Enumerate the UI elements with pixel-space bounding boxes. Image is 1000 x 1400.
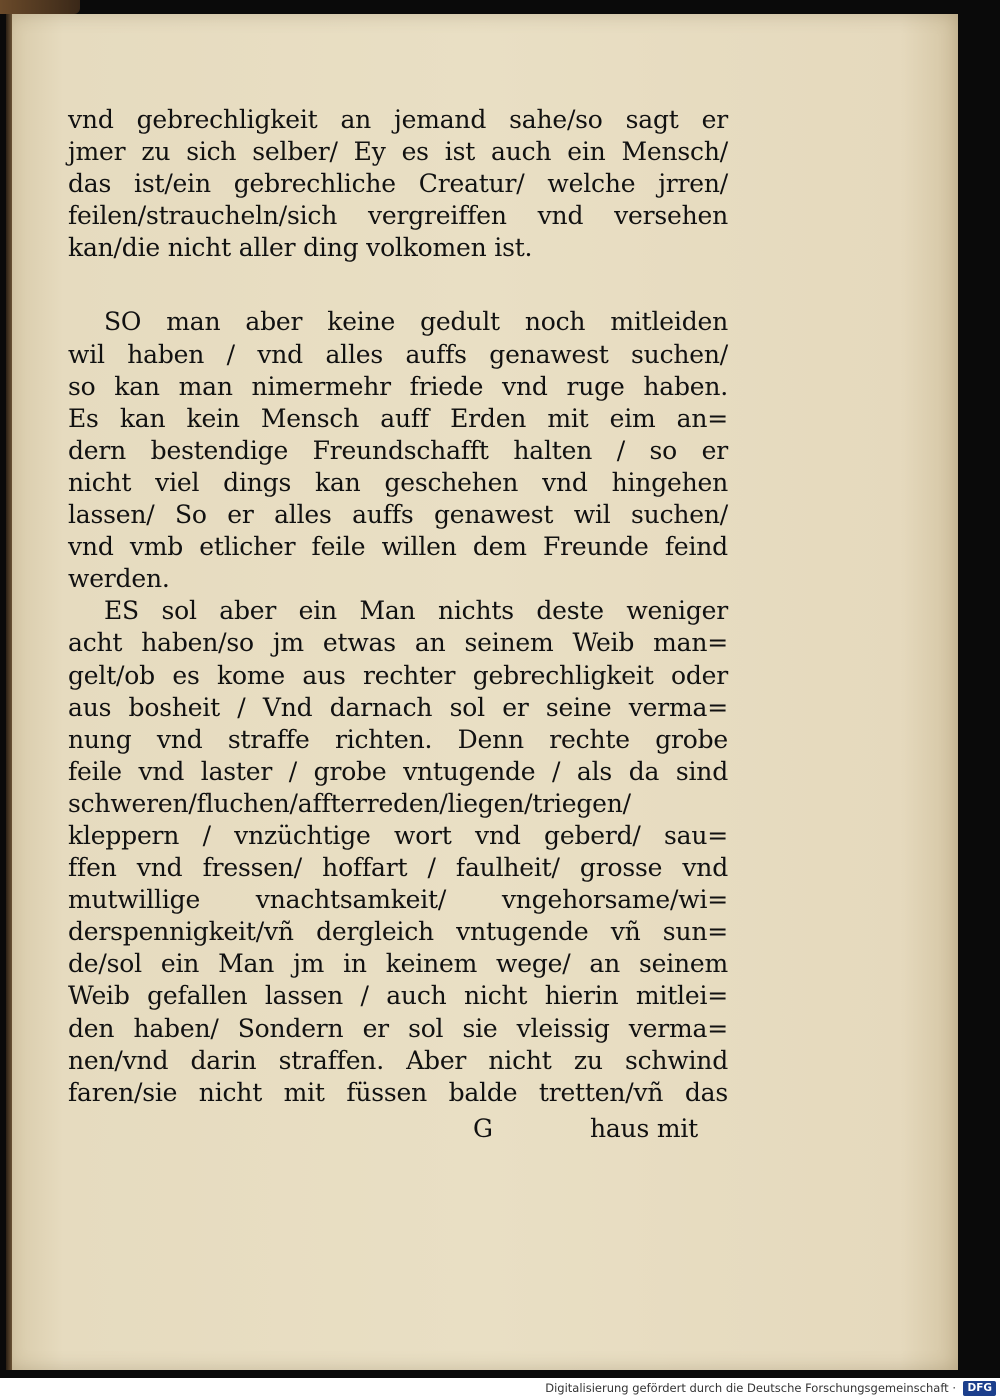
page-text <box>68 104 728 1149</box>
paragraph-gap <box>68 264 728 306</box>
book-page <box>6 14 958 1370</box>
text-line: mutwillige vnachtsamkeit/ vngehorsame/wi= <box>68 885 728 915</box>
text-line: kan/die nicht aller ding volkomen ist. <box>68 233 533 263</box>
text-line: so kan man nimermehr friede vnd ruge haben. <box>68 371 728 401</box>
text-line: kleppern / vnzüchtige wort vnd geberd/ sau= <box>68 820 728 850</box>
text-line: dern bestendige Freundschafft halten / so er <box>68 435 728 465</box>
page-spine-edge <box>6 14 12 1370</box>
text-line: jmer zu sich selber/ Ey es ist auch ein Mensch/ <box>68 137 728 167</box>
text-line: vnd vmb etlicher feile willen dem Freunde feind <box>68 532 728 562</box>
text-line: ES sol aber ein Man nichts deste weniger <box>104 596 728 626</box>
page-foot-row <box>68 1113 728 1149</box>
text-line: nen/vnd darin straffen. Aber nicht zu schwind <box>68 1045 728 1075</box>
text-line: Es kan kein Mensch auff Erden mit eim an= <box>68 403 728 433</box>
text-line: wil haben / vnd alles auffs genawest suchen/ <box>68 339 728 369</box>
text-line: lassen/ So er alles auffs genawest wil suchen/ <box>68 500 728 530</box>
text-line: de/sol ein Man jm in keinem wege/ an seinem <box>68 949 728 979</box>
text-line: feilen/straucheln/sich vergreiffen vnd versehen <box>68 201 728 231</box>
text-line: werden. <box>68 564 170 594</box>
text-line: aus bosheit / Vnd darnach sol er seine verma= <box>68 692 728 722</box>
text-line: gelt/ob es kome aus rechter gebrechligkeit oder <box>68 660 728 690</box>
funding-credit: Digitalisierung gefördert durch die Deutsche Forschungsgemeinschaft · <box>545 1381 956 1395</box>
text-line: vnd gebrechligkeit an jemand sahe/so sagt er <box>68 105 728 134</box>
text-line: derspennigkeit/vñ dergleich vntugende vñ sun= <box>68 917 728 947</box>
text-line: SO man aber keine gedult noch mitleiden <box>104 307 728 337</box>
text-line: faren/sie nicht mit füssen balde tretten/vñ das <box>68 1077 728 1107</box>
footer-bar <box>0 1378 1000 1400</box>
text-line: nung vnd straffe richten. Denn rechte grobe <box>68 724 728 754</box>
text-line: nicht viel dings kan geschehen vnd hingehen <box>68 467 728 497</box>
text-line: ffen vnd fressen/ hoffart / faulheit/ grosse vnd <box>68 853 728 883</box>
text-line: feile vnd laster / grobe vntugende / als da sind <box>68 756 728 786</box>
signature-mark: G <box>473 1113 493 1143</box>
text-line: schweren/fluchen/affterreden/liegen/triegen/ <box>68 788 631 818</box>
text-line: acht haben/so jm etwas an seinem Weib man= <box>68 628 728 658</box>
book-cover-edge <box>0 0 80 14</box>
catchword: haus mit <box>589 1113 698 1143</box>
text-line: Weib gefallen lassen / auch nicht hierin mitlei= <box>68 981 728 1011</box>
dfg-logo: DFG <box>963 1381 996 1396</box>
text-line: das ist/ein gebrechliche Creatur/ welche jrren/ <box>68 169 728 199</box>
text-line: den haben/ Sondern er sol sie vleissig verma= <box>68 1013 728 1043</box>
